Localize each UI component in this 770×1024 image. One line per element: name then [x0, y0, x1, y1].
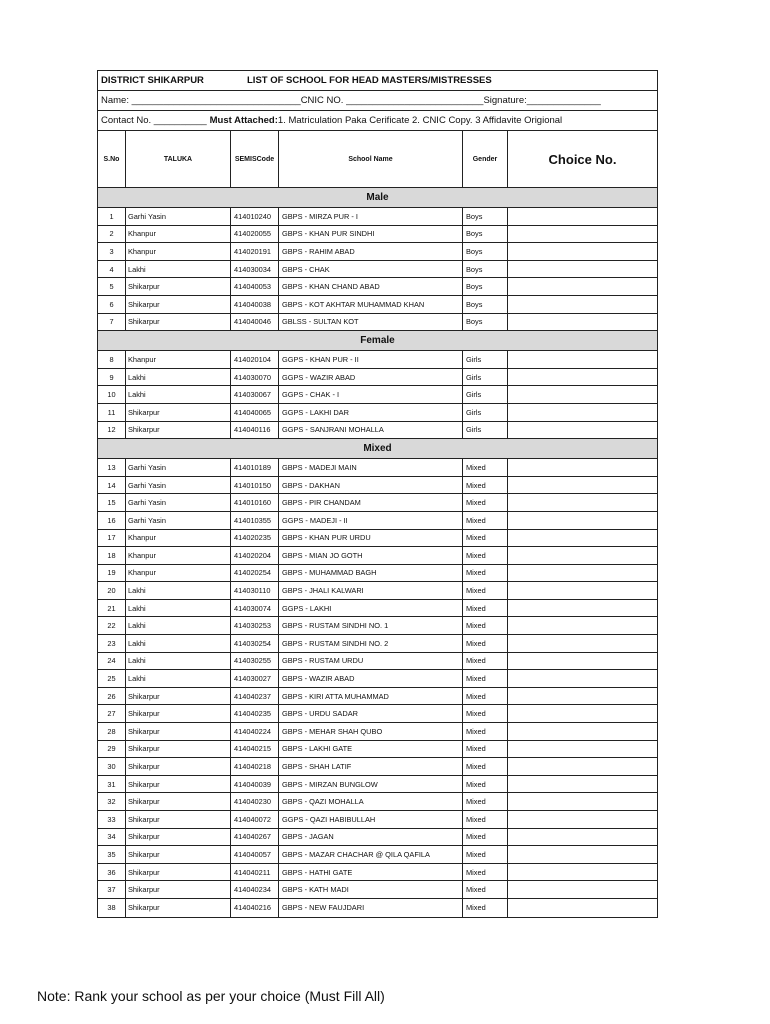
school-name-cell: GBPS - LAKHI GATE [279, 741, 463, 758]
choice-input-cell[interactable] [508, 386, 657, 403]
semis-code-cell: 414040116 [231, 422, 279, 439]
serial-number-cell: 9 [98, 369, 126, 386]
gender-cell: Boys [463, 261, 508, 278]
taluka-cell: Garhi Yasin [126, 459, 231, 476]
school-name-cell: GGPS - LAKHI [279, 600, 463, 617]
school-name-cell: GBLSS - SULTAN KOT [279, 314, 463, 331]
gender-cell: Mixed [463, 530, 508, 547]
section-header: Mixed [98, 439, 657, 459]
col-school-name: School Name [279, 131, 463, 187]
serial-number-cell: 15 [98, 494, 126, 511]
school-name-cell: GBPS - MAZAR CHACHAR @ QILA QAFILA [279, 846, 463, 863]
serial-number-cell: 22 [98, 617, 126, 634]
serial-number-cell: 13 [98, 459, 126, 476]
semis-code-cell: 414040218 [231, 758, 279, 775]
gender-cell: Girls [463, 369, 508, 386]
section-header: Male [98, 188, 657, 208]
table-row [98, 881, 657, 899]
semis-code-cell: 414030067 [231, 386, 279, 403]
school-name-cell: GBPS - WAZIR ABAD [279, 670, 463, 687]
choice-input-cell[interactable] [508, 723, 657, 740]
table-row [98, 565, 657, 583]
gender-cell: Girls [463, 404, 508, 421]
serial-number-cell: 25 [98, 670, 126, 687]
choice-input-cell[interactable] [508, 530, 657, 547]
taluka-cell: Shikarpur [126, 705, 231, 722]
choice-input-cell[interactable] [508, 261, 657, 278]
choice-input-cell[interactable] [508, 512, 657, 529]
table-row [98, 494, 657, 512]
school-name-cell: GBPS - PIR CHANDAM [279, 494, 463, 511]
semis-code-cell: 414020204 [231, 547, 279, 564]
taluka-cell: Lakhi [126, 369, 231, 386]
gender-cell: Girls [463, 351, 508, 368]
school-name-cell: GBPS - RUSTAM SINDHI NO. 2 [279, 635, 463, 652]
taluka-cell: Lakhi [126, 261, 231, 278]
semis-code-cell: 414020104 [231, 351, 279, 368]
serial-number-cell: 37 [98, 881, 126, 898]
taluka-cell: Shikarpur [126, 314, 231, 331]
table-row [98, 864, 657, 882]
choice-input-cell[interactable] [508, 494, 657, 511]
gender-cell: Mixed [463, 723, 508, 740]
school-name-cell: GBPS - QAZI MOHALLA [279, 793, 463, 810]
choice-input-cell[interactable] [508, 688, 657, 705]
choice-input-cell[interactable] [508, 600, 657, 617]
taluka-cell: Khanpur [126, 547, 231, 564]
choice-input-cell[interactable] [508, 864, 657, 881]
gender-cell: Boys [463, 314, 508, 331]
semis-code-cell: 414040237 [231, 688, 279, 705]
semis-code-cell: 414020235 [231, 530, 279, 547]
table-row [98, 459, 657, 477]
choice-input-cell[interactable] [508, 208, 657, 225]
taluka-cell: Khanpur [126, 530, 231, 547]
school-name-cell: GBPS - NEW FAUJDARI [279, 899, 463, 917]
choice-input-cell[interactable] [508, 404, 657, 421]
table-row [98, 776, 657, 794]
col-taluka: TALUKA [126, 131, 231, 187]
table-row [98, 653, 657, 671]
table-row [98, 351, 657, 369]
gender-cell: Mixed [463, 617, 508, 634]
gender-cell: Mixed [463, 653, 508, 670]
choice-input-cell[interactable] [508, 226, 657, 243]
form-title-row [98, 71, 657, 91]
table-row [98, 811, 657, 829]
taluka-cell: Shikarpur [126, 758, 231, 775]
school-name-cell: GBPS - URDU SADAR [279, 705, 463, 722]
serial-number-cell: 7 [98, 314, 126, 331]
serial-number-cell: 38 [98, 899, 126, 917]
serial-number-cell: 5 [98, 278, 126, 295]
school-name-cell: GBPS - MEHAR SHAH QUBO [279, 723, 463, 740]
semis-code-cell: 414010240 [231, 208, 279, 225]
choice-input-cell[interactable] [508, 351, 657, 368]
semis-code-cell: 414010150 [231, 477, 279, 494]
col-sno: S.No [98, 131, 126, 187]
serial-number-cell: 31 [98, 776, 126, 793]
col-gender: Gender [463, 131, 508, 187]
school-name-cell: GBPS - MIAN JO GOTH [279, 547, 463, 564]
semis-code-cell: 414040211 [231, 864, 279, 881]
semis-code-cell: 414040072 [231, 811, 279, 828]
choice-input-cell[interactable] [508, 846, 657, 863]
gender-cell: Mixed [463, 829, 508, 846]
choice-input-cell[interactable] [508, 705, 657, 722]
serial-number-cell: 34 [98, 829, 126, 846]
taluka-cell: Shikarpur [126, 688, 231, 705]
taluka-cell: Khanpur [126, 351, 231, 368]
choice-input-cell[interactable] [508, 565, 657, 582]
gender-cell: Mixed [463, 477, 508, 494]
choice-input-cell[interactable] [508, 653, 657, 670]
choice-input-cell[interactable] [508, 899, 657, 917]
taluka-cell: Shikarpur [126, 404, 231, 421]
gender-cell: Mixed [463, 670, 508, 687]
taluka-cell: Lakhi [126, 582, 231, 599]
gender-cell: Mixed [463, 688, 508, 705]
section-header: Female [98, 331, 657, 351]
serial-number-cell: 19 [98, 565, 126, 582]
taluka-cell: Lakhi [126, 386, 231, 403]
school-name-cell: GBPS - KHAN PUR SINDHI [279, 226, 463, 243]
choice-input-cell[interactable] [508, 243, 657, 260]
gender-cell: Mixed [463, 776, 508, 793]
gender-cell: Mixed [463, 600, 508, 617]
semis-code-cell: 414040046 [231, 314, 279, 331]
semis-code-cell: 414020055 [231, 226, 279, 243]
choice-input-cell[interactable] [508, 296, 657, 313]
taluka-cell: Khanpur [126, 565, 231, 582]
choice-input-cell[interactable] [508, 811, 657, 828]
gender-cell: Girls [463, 386, 508, 403]
choice-input-cell[interactable] [508, 776, 657, 793]
serial-number-cell: 21 [98, 600, 126, 617]
school-name-cell: GBPS - RUSTAM URDU [279, 653, 463, 670]
semis-code-cell: 414030074 [231, 600, 279, 617]
serial-number-cell: 33 [98, 811, 126, 828]
taluka-cell: Lakhi [126, 617, 231, 634]
gender-cell: Mixed [463, 758, 508, 775]
taluka-cell: Lakhi [126, 635, 231, 652]
taluka-cell: Garhi Yasin [126, 512, 231, 529]
taluka-cell: Lakhi [126, 600, 231, 617]
taluka-cell: Lakhi [126, 653, 231, 670]
table-row [98, 582, 657, 600]
choice-input-cell[interactable] [508, 829, 657, 846]
school-name-cell: GBPS - KOT AKHTAR MUHAMMAD KHAN [279, 296, 463, 313]
serial-number-cell: 11 [98, 404, 126, 421]
school-name-cell: GBPS - SHAH LATIF [279, 758, 463, 775]
taluka-cell: Shikarpur [126, 422, 231, 439]
school-name-cell: GBPS - KHAN CHAND ABAD [279, 278, 463, 295]
table-row [98, 899, 657, 917]
serial-number-cell: 18 [98, 547, 126, 564]
serial-number-cell: 12 [98, 422, 126, 439]
school-name-cell: GGPS - KHAN PUR - II [279, 351, 463, 368]
school-name-cell: GBPS - MIRZA PUR - I [279, 208, 463, 225]
footer-note: Note: Rank your school as per your choice (Must Fill All) [37, 988, 385, 1004]
table-row [98, 547, 657, 565]
serial-number-cell: 10 [98, 386, 126, 403]
serial-number-cell: 26 [98, 688, 126, 705]
gender-cell: Girls [463, 422, 508, 439]
table-row [98, 600, 657, 618]
taluka-cell: Shikarpur [126, 811, 231, 828]
school-list-form [97, 70, 658, 918]
semis-code-cell: 414020254 [231, 565, 279, 582]
taluka-cell: Shikarpur [126, 793, 231, 810]
school-name-cell: GGPS - QAZI HABIBULLAH [279, 811, 463, 828]
taluka-cell: Garhi Yasin [126, 208, 231, 225]
serial-number-cell: 35 [98, 846, 126, 863]
table-row [98, 261, 657, 279]
serial-number-cell: 16 [98, 512, 126, 529]
table-row [98, 296, 657, 314]
gender-cell: Mixed [463, 565, 508, 582]
gender-cell: Mixed [463, 459, 508, 476]
choice-input-cell[interactable] [508, 793, 657, 810]
taluka-cell: Khanpur [126, 226, 231, 243]
serial-number-cell: 17 [98, 530, 126, 547]
gender-cell: Boys [463, 226, 508, 243]
gender-cell: Mixed [463, 494, 508, 511]
table-row [98, 635, 657, 653]
taluka-cell: Shikarpur [126, 829, 231, 846]
table-row [98, 758, 657, 776]
table-row [98, 846, 657, 864]
semis-code-cell: 414030254 [231, 635, 279, 652]
taluka-cell: Shikarpur [126, 741, 231, 758]
serial-number-cell: 28 [98, 723, 126, 740]
semis-code-cell: 414040224 [231, 723, 279, 740]
col-choice: Choice No. [548, 151, 617, 167]
choice-input-cell[interactable] [508, 278, 657, 295]
table-row [98, 278, 657, 296]
serial-number-cell: 1 [98, 208, 126, 225]
semis-code-cell: 414030253 [231, 617, 279, 634]
semis-code-cell: 414040234 [231, 881, 279, 898]
choice-input-cell[interactable] [508, 369, 657, 386]
taluka-cell: Shikarpur [126, 846, 231, 863]
table-row [98, 226, 657, 244]
must-attached-label: Must Attached: [209, 115, 278, 126]
taluka-cell: Garhi Yasin [126, 477, 231, 494]
must-attached-text: 1. Matriculation Paka Cerificate 2. CNIC Copy. 3 Affidavite Origional [277, 115, 563, 126]
serial-number-cell: 8 [98, 351, 126, 368]
school-name-cell: GBPS - JHALI KALWARI [279, 582, 463, 599]
semis-code-cell: 414040057 [231, 846, 279, 863]
school-name-cell: GBPS - RAHIM ABAD [279, 243, 463, 260]
semis-code-cell: 414030027 [231, 670, 279, 687]
serial-number-cell: 24 [98, 653, 126, 670]
gender-cell: Boys [463, 296, 508, 313]
gender-cell: Mixed [463, 864, 508, 881]
choice-input-cell[interactable] [508, 670, 657, 687]
choice-input-cell[interactable] [508, 741, 657, 758]
contact-line [98, 111, 657, 131]
table-row [98, 670, 657, 688]
table-row [98, 422, 657, 440]
taluka-cell: Shikarpur [126, 881, 231, 898]
serial-number-cell: 36 [98, 864, 126, 881]
school-name-cell: GBPS - KHAN PUR URDU [279, 530, 463, 547]
taluka-cell: Lakhi [126, 670, 231, 687]
serial-number-cell: 2 [98, 226, 126, 243]
school-name-cell: GGPS - CHAK - I [279, 386, 463, 403]
gender-cell: Mixed [463, 547, 508, 564]
gender-cell: Boys [463, 208, 508, 225]
choice-input-cell[interactable] [508, 422, 657, 439]
col-semis: SEMISCode [231, 131, 279, 187]
choice-input-cell[interactable] [508, 547, 657, 564]
serial-number-cell: 29 [98, 741, 126, 758]
school-name-cell: GBPS - JAGAN [279, 829, 463, 846]
semis-code-cell: 414030110 [231, 582, 279, 599]
school-name-cell: GBPS - CHAK [279, 261, 463, 278]
gender-cell: Mixed [463, 741, 508, 758]
table-row [98, 705, 657, 723]
semis-code-cell: 414030034 [231, 261, 279, 278]
school-name-cell: GGPS - MADEJI - II [279, 512, 463, 529]
serial-number-cell: 23 [98, 635, 126, 652]
semis-code-cell: 414040215 [231, 741, 279, 758]
choice-input-cell[interactable] [508, 635, 657, 652]
table-row [98, 512, 657, 530]
serial-number-cell: 4 [98, 261, 126, 278]
form-title: LIST OF SCHOOL FOR HEAD MASTERS/MISTRESSES [247, 75, 492, 86]
school-name-cell: GGPS - SANJRANI MOHALLA [279, 422, 463, 439]
school-name-cell: GBPS - MADEJI MAIN [279, 459, 463, 476]
semis-code-cell: 414030070 [231, 369, 279, 386]
table-row [98, 314, 657, 332]
taluka-cell: Shikarpur [126, 864, 231, 881]
school-name-cell: GBPS - MIRZAN BUNGLOW [279, 776, 463, 793]
semis-code-cell: 414010355 [231, 512, 279, 529]
serial-number-cell: 20 [98, 582, 126, 599]
school-name-cell: GBPS - KATH MADI [279, 881, 463, 898]
serial-number-cell: 14 [98, 477, 126, 494]
school-name-cell: GBPS - HATHI GATE [279, 864, 463, 881]
semis-code-cell: 414010160 [231, 494, 279, 511]
semis-code-cell: 414040235 [231, 705, 279, 722]
table-row [98, 688, 657, 706]
semis-code-cell: 414040216 [231, 899, 279, 917]
gender-cell: Mixed [463, 635, 508, 652]
table-row [98, 243, 657, 261]
gender-cell: Boys [463, 278, 508, 295]
gender-cell: Mixed [463, 705, 508, 722]
name-line[interactable]: Name: ________________________________CNIC NO. __________________________Signature:______________ [98, 91, 657, 111]
serial-number-cell: 6 [98, 296, 126, 313]
gender-cell: Mixed [463, 582, 508, 599]
semis-code-cell: 414040038 [231, 296, 279, 313]
table-row [98, 617, 657, 635]
table-row [98, 477, 657, 495]
gender-cell: Mixed [463, 811, 508, 828]
choice-input-cell[interactable] [508, 477, 657, 494]
table-row [98, 829, 657, 847]
taluka-cell: Shikarpur [126, 776, 231, 793]
taluka-cell: Garhi Yasin [126, 494, 231, 511]
school-name-cell: GBPS - MUHAMMAD BAGH [279, 565, 463, 582]
taluka-cell: Khanpur [126, 243, 231, 260]
table-body [98, 188, 657, 917]
semis-code-cell: 414040230 [231, 793, 279, 810]
gender-cell: Mixed [463, 846, 508, 863]
semis-code-cell: 414040267 [231, 829, 279, 846]
semis-code-cell: 414040053 [231, 278, 279, 295]
taluka-cell: Shikarpur [126, 296, 231, 313]
gender-cell: Mixed [463, 793, 508, 810]
choice-input-cell[interactable] [508, 758, 657, 775]
column-headers [98, 131, 657, 188]
taluka-cell: Shikarpur [126, 723, 231, 740]
choice-input-cell[interactable] [508, 314, 657, 331]
school-name-cell: GBPS - KIRI ATTA MUHAMMAD [279, 688, 463, 705]
table-row [98, 723, 657, 741]
table-row [98, 793, 657, 811]
contact-label[interactable]: Contact No. __________ [101, 115, 207, 126]
table-row [98, 208, 657, 226]
gender-cell: Boys [463, 243, 508, 260]
table-row [98, 404, 657, 422]
semis-code-cell: 414040039 [231, 776, 279, 793]
gender-cell: Mixed [463, 899, 508, 917]
school-name-cell: GBPS - DAKHAN [279, 477, 463, 494]
semis-code-cell: 414020191 [231, 243, 279, 260]
choice-input-cell[interactable] [508, 582, 657, 599]
choice-input-cell[interactable] [508, 617, 657, 634]
semis-code-cell: 414010189 [231, 459, 279, 476]
taluka-cell: Shikarpur [126, 278, 231, 295]
school-name-cell: GBPS - RUSTAM SINDHI NO. 1 [279, 617, 463, 634]
serial-number-cell: 32 [98, 793, 126, 810]
choice-input-cell[interactable] [508, 881, 657, 898]
school-name-cell: GGPS - LAKHI DAR [279, 404, 463, 421]
semis-code-cell: 414030255 [231, 653, 279, 670]
serial-number-cell: 3 [98, 243, 126, 260]
table-row [98, 741, 657, 759]
semis-code-cell: 414040065 [231, 404, 279, 421]
gender-cell: Mixed [463, 512, 508, 529]
taluka-cell: Shikarpur [126, 899, 231, 917]
school-name-cell: GGPS - WAZIR ABAD [279, 369, 463, 386]
serial-number-cell: 27 [98, 705, 126, 722]
table-row [98, 530, 657, 548]
serial-number-cell: 30 [98, 758, 126, 775]
table-row [98, 386, 657, 404]
district-label: DISTRICT SHIKARPUR [101, 75, 204, 86]
gender-cell: Mixed [463, 881, 508, 898]
choice-input-cell[interactable] [508, 459, 657, 476]
table-row [98, 369, 657, 387]
